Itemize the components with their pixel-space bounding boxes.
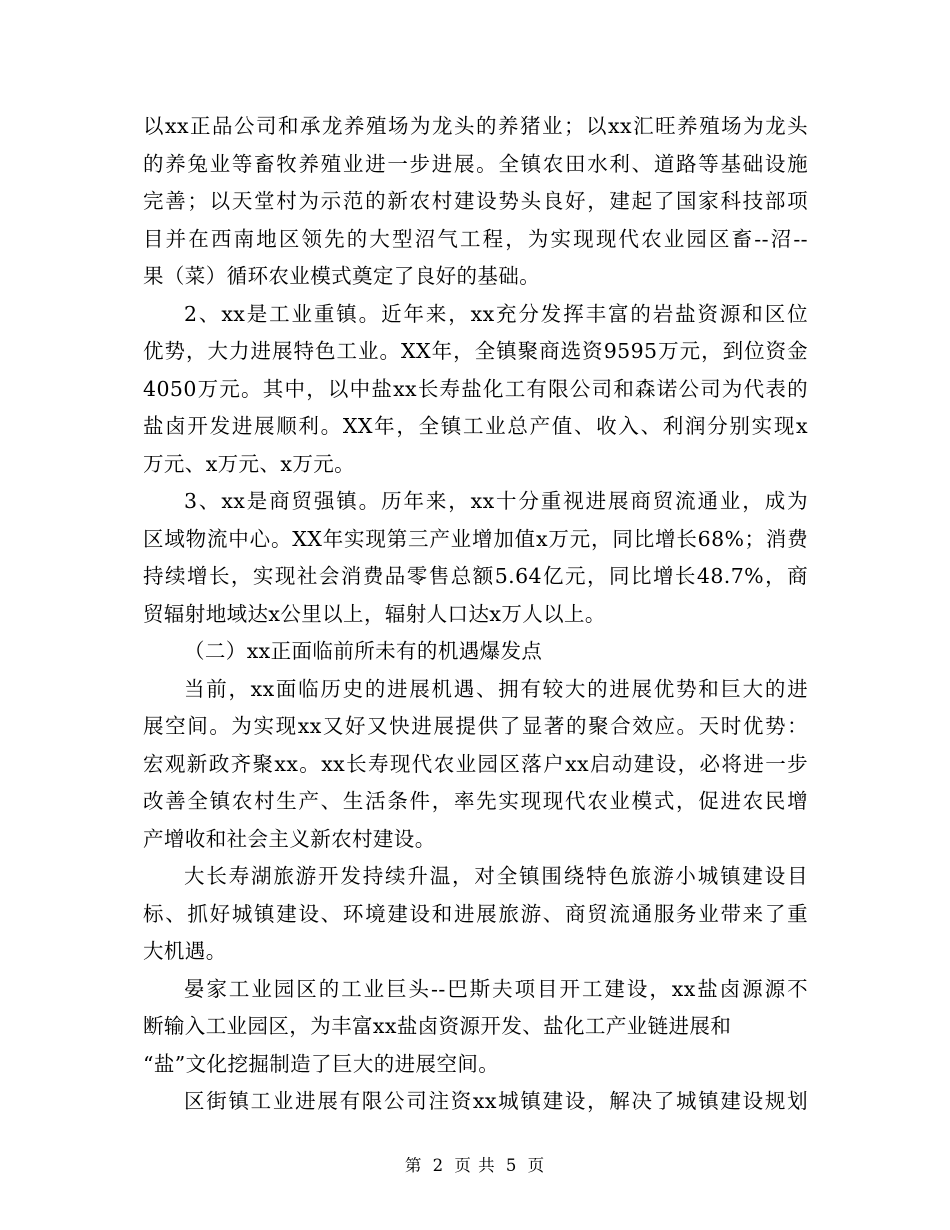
text-line: 4050万元。其中，以中盐xx长寿盐化工有限公司和森诺公司为代表的 xyxy=(143,376,808,401)
text-line: 展空间。为实现xx又好又快进展提供了显著的聚合效应。天时优势： xyxy=(143,714,808,738)
text-line: 标、抓好城镇建设、环境建设和进展旅游、商贸流通服务业带来了重 xyxy=(143,901,808,926)
text-line: 果（菜）循环农业模式奠定了良好的基础。 xyxy=(143,264,541,288)
page-number: 2 xyxy=(432,1156,445,1175)
footer-prefix: 第 xyxy=(404,1156,423,1175)
text-line: 大机遇。 xyxy=(143,939,227,963)
footer-suffix: 页 xyxy=(527,1156,546,1175)
paragraph-start-line: 区街镇工业进展有限公司注资xx城镇建设，解决了城镇建设规划 xyxy=(184,1089,808,1113)
text-line: “盐”文化挖掘制造了巨大的进展空间。 xyxy=(143,1051,500,1076)
text-line: 产增收和社会主义新农村建设。 xyxy=(143,826,436,851)
text-line: 断输入工业园区，为丰富xx盐卤资源开发、盐化工产业链进展和 xyxy=(143,1014,732,1038)
paragraph-start-line: 当前，xx面临历史的进展机遇、拥有较大的进展优势和巨大的进 xyxy=(184,676,808,701)
text-line: 贸辐射地域达x公里以上，辐射人口达x万人以上。 xyxy=(143,601,606,626)
text-line: 改善全镇农村生产、生活条件，率先实现现代农业模式，促进农民增 xyxy=(143,789,808,813)
text-line: 宏观新政齐聚xx。xx长寿现代农业园区落户xx启动建设，必将进一步 xyxy=(143,751,808,776)
text-line: 以xx正品公司和承龙养殖场为龙头的养猪业；以xx汇旺养殖场为龙头 xyxy=(143,114,808,138)
paragraph-start-line: 2、xx是工业重镇。近年来，xx充分发挥丰富的岩盐资源和区位 xyxy=(184,301,808,326)
text-line: 的养兔业等畜牧养殖业进一步进展。全镇农田水利、道路等基础设施 xyxy=(143,151,808,176)
text-line: 完善；以天堂村为示范的新农村建设势头良好，建起了国家科技部项 xyxy=(143,189,808,213)
text-line: 持续增长，实现社会消费品零售总额5.64亿元，同比增长48.7%，商 xyxy=(143,564,808,588)
text-line: 目并在西南地区领先的大型沼气工程，为实现现代农业园区畜--沼-- xyxy=(143,226,808,251)
paragraph-start-line: 大长寿湖旅游开发持续升温，对全镇围绕特色旅游小城镇建设目 xyxy=(184,864,808,888)
text-line: 万元、x万元、x万元。 xyxy=(143,451,356,476)
footer-middle: 页 共 xyxy=(454,1156,496,1175)
text-line: 盐卤开发进展顺利。XX年，全镇工业总产值、收入、利润分别实现x xyxy=(143,414,808,438)
paragraph-start-line: 3、xx是商贸强镇。历年来，xx十分重视进展商贸流通业，成为 xyxy=(184,489,808,513)
text-line: 区域物流中心。XX年实现第三产业增加值x万元，同比增长68%；消费 xyxy=(143,526,808,551)
text-line: 优势，大力进展特色工业。XX年，全镇聚商选资9595万元，到位资金 xyxy=(143,339,808,363)
paragraph-start-line: 晏家工业园区的工业巨头--巴斯夫项目开工建设，xx盐卤源源不 xyxy=(184,976,808,1001)
total-pages: 5 xyxy=(505,1156,518,1175)
section-heading: （二）xx正面临前所未有的机遇爆发点 xyxy=(184,639,543,663)
page-footer xyxy=(0,1152,950,1176)
body-text xyxy=(143,108,808,1121)
